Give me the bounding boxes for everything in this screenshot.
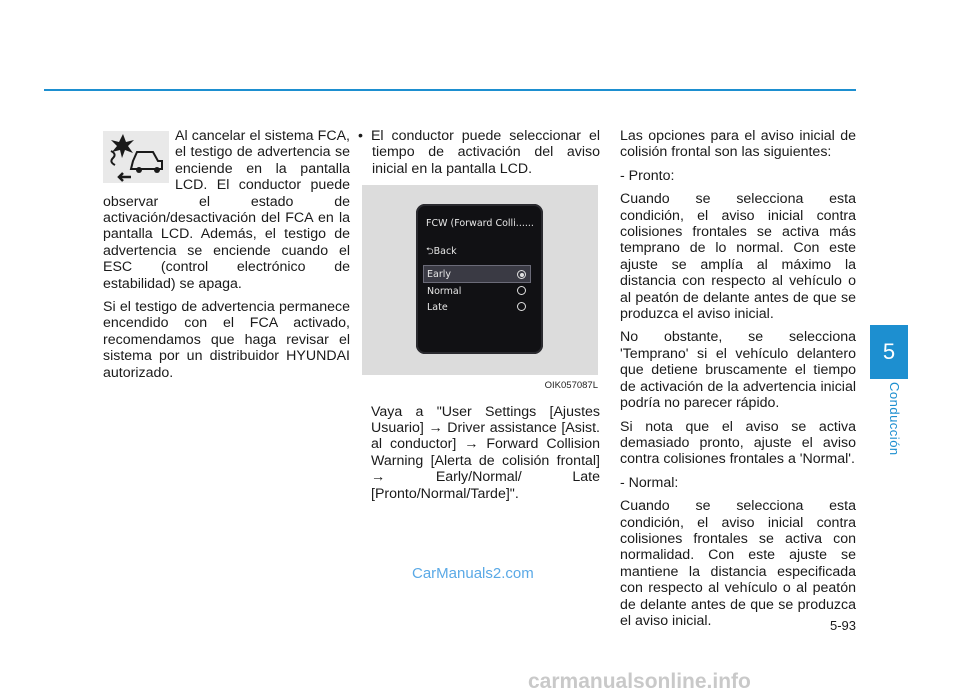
- footer-watermark: carmanualsonline.info: [528, 670, 751, 693]
- fca-cancel-paragraph: Al cancelar el sistema FCA, el testigo de advertencia se enciende en la pantalla LCD. El conductor puede observar el estado de activación/desactivación del FCA en la pantalla LCD. Además, el testigo de advertencia se enciende cuando el ESC (control electrónico de estabilidad) se apaga.: [103, 128, 350, 292]
- page-number: 5-93: [829, 618, 856, 633]
- option-normal-heading: - Normal:: [620, 474, 679, 491]
- fca-warning-icon: [103, 131, 169, 183]
- option-pronto-text: Cuando se selecciona esta condición, el aviso inicial contra colisiones frontales se activa más temprano de lo normal. Con este ajuste se amplía al máximo la distancia con respecto al vehículo o al peatón de delante antes de que se produzca el aviso inicial.: [620, 191, 856, 323]
- image-caption: OIK057087L: [544, 380, 598, 392]
- radio-button-icon: [517, 286, 526, 295]
- temprano-note: No obstante, se selecciona 'Temprano' si el vehículo delantero que detiene bruscamente el tiempo de activación de la advertencia inicial podría no parecer rápido.: [620, 329, 856, 412]
- bullet-paragraph: • El conductor puede seleccionar el tiempo de activación del aviso inicial en la pantalla LCD.: [358, 128, 600, 177]
- back-arrow-icon: ⮌: [426, 246, 434, 258]
- header-rule: [44, 89, 856, 91]
- watermark-link[interactable]: CarManuals2.com: [412, 565, 534, 582]
- lcd-option-early: Early: [427, 269, 451, 281]
- bullet-text: El conductor puede seleccionar el tiempo de activación del aviso inicial en la pantalla LCD.: [370, 128, 600, 177]
- lcd-title: FCW (Forward Colli......: [426, 218, 534, 230]
- chapter-title: Conducción: [887, 382, 902, 456]
- back-label: Back: [433, 246, 457, 258]
- lcd-option-late: Late: [427, 302, 448, 314]
- chapter-tab: 5: [870, 325, 908, 379]
- column-right: [620, 128, 856, 636]
- lcd-display: [416, 204, 543, 354]
- lcd-option-normal: Normal: [427, 286, 462, 298]
- settings-path-paragraph: Vaya a "User Settings [Ajustes Usuario] → Driver assistance [Asist. al conductor] → Forward Collision Warning [Alerta de colisión frontal] → Early/Normal/ Late [Pronto/Normal/Tarde]".: [371, 403, 600, 502]
- option-pronto-heading: - Pronto:: [620, 167, 675, 184]
- adjust-note: Si nota que el aviso se activa demasiado pronto, ajuste el aviso contra colisiones frontales a 'Normal'.: [620, 418, 856, 468]
- option-normal-text: Cuando se selecciona esta condición, el aviso inicial contra colisiones frontales se activa con normalidad. Con este ajuste se mantiene la distancia especificada con respecto al vehículo o al peatón de delante antes de que se produzca el aviso inicial.: [620, 498, 856, 629]
- column-left: [103, 128, 350, 388]
- lcd-back: [426, 244, 457, 260]
- column-middle: [358, 128, 600, 509]
- lcd-screenshot: [362, 185, 598, 375]
- options-intro: Las opciones para el aviso inicial de colisión frontal son las siguientes:: [620, 128, 856, 161]
- radio-button-icon: [517, 302, 526, 311]
- warning-on-paragraph: Si el testigo de advertencia permanece encendido con el FCA activado, recomendamos que haga revisar el sistema por un distribuidor HYUNDAI autorizado.: [103, 299, 350, 381]
